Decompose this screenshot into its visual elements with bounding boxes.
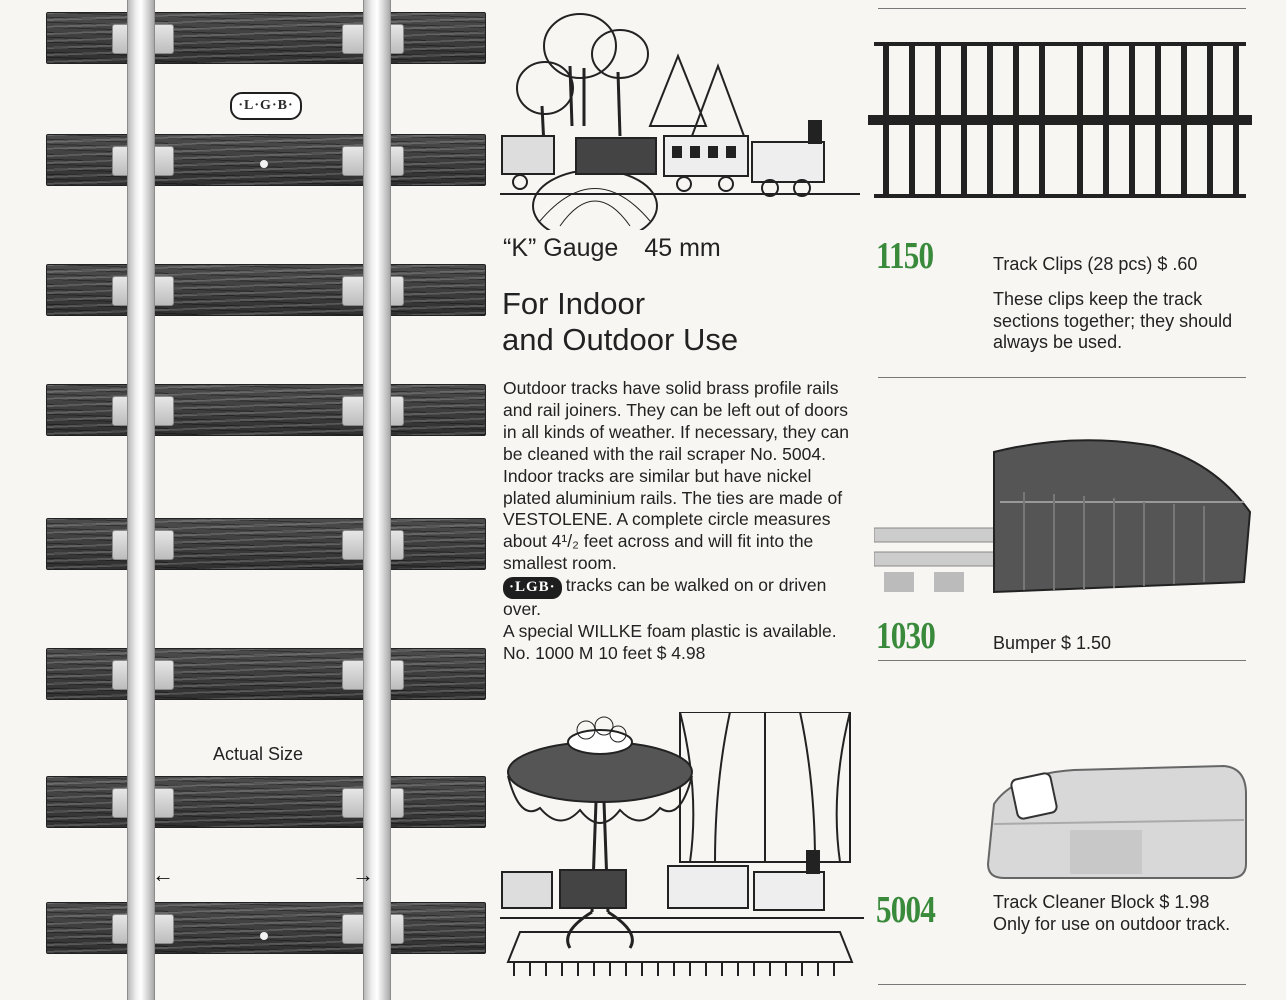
heading-line-1: For Indoor [502, 286, 646, 321]
product-title-1030: Bumper $ 1.50 [993, 633, 1112, 653]
body-paragraph-lgb [503, 575, 858, 621]
divider [878, 660, 1246, 661]
gauge-name: “K” Gauge [503, 234, 619, 262]
divider [878, 984, 1246, 985]
right-rail [364, 0, 390, 1000]
product-number-1030: 1030 [876, 615, 936, 657]
lgb-logo: ·L·G·B· [230, 92, 302, 120]
tie-hole [260, 160, 268, 168]
arrow-left-icon: ← [152, 862, 174, 887]
trees-train-illustration [500, 6, 860, 230]
heading-line-2: and Outdoor Use [502, 322, 739, 357]
actual-size-caption: Actual Size [213, 744, 304, 764]
product-title-1150: Track Clips (28 pcs) $ .60 [993, 254, 1198, 274]
section-heading [502, 286, 738, 358]
gauge-size: 45 mm [644, 234, 721, 262]
product-number-5004: 5004 [876, 889, 936, 931]
body-text [503, 378, 858, 665]
lgb-paragraph-text: tracks can be walked on or driven over. [503, 575, 827, 620]
body-paragraph: Outdoor tracks have solid brass profile rails and rail joiners. They can be left out of doors in all kinds of weather. If necessary, they can be cleaned with the rail scraper No. 5004. Indoor tracks are similar but have nickel plated aluminium rails. The ties are made of VESTOLENE. A complete circle measures about 4¹/₂ feet across and will fit into the smallest room. [503, 378, 849, 574]
gauge-label [503, 234, 721, 263]
track-clips-image [866, 32, 1254, 208]
product-desc-5004: Only for use on outdoor track. [993, 914, 1231, 934]
product-title-5004: Track Cleaner Block $ 1.98 [993, 892, 1210, 912]
arrow-right-icon: → [352, 862, 374, 887]
track-cleaner-block-image [984, 764, 1248, 880]
divider [878, 8, 1246, 9]
product-number-1150: 1150 [876, 235, 934, 277]
body-paragraph: A special WILLKE foam plastic is available. No. 1000 M 10 feet $ 4.98 [503, 620, 837, 663]
bumper-image [874, 432, 1258, 602]
table-train-illustration [500, 712, 864, 984]
product-desc-1150: These clips keep the track sections together; they should always be used. [993, 289, 1233, 352]
left-rail [128, 0, 154, 1000]
actual-size-track-illustration [0, 0, 490, 1000]
divider [878, 377, 1246, 378]
tie-hole [260, 932, 268, 940]
lgb-inline-logo: ·LGB· [503, 577, 562, 599]
